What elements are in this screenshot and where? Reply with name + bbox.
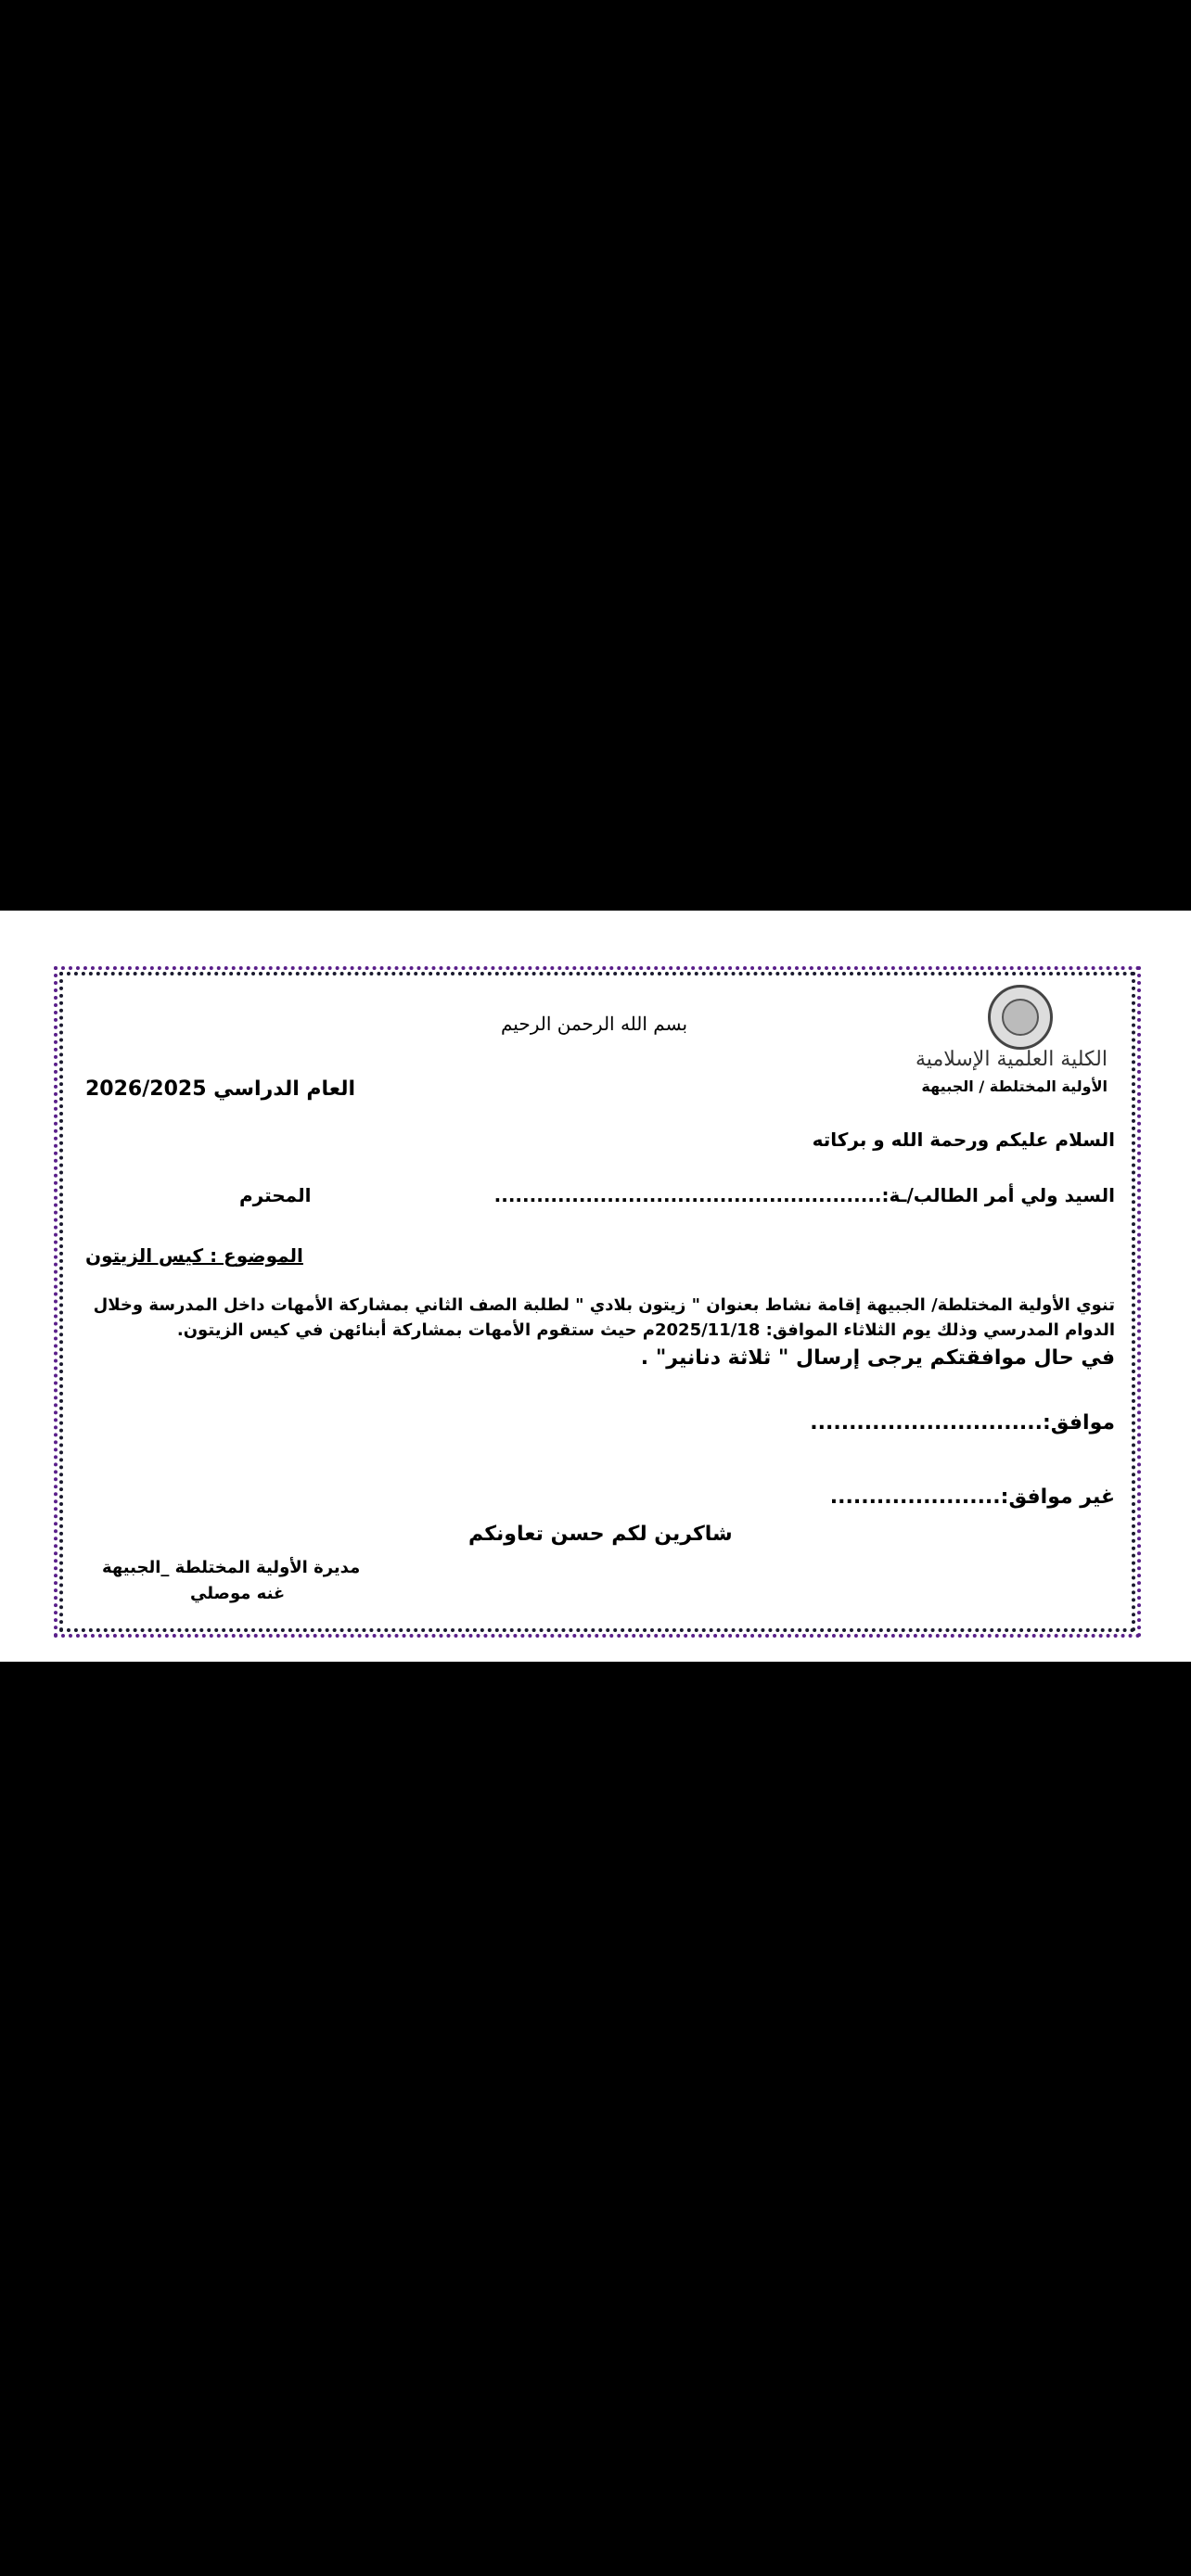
school-logo-icon <box>988 985 1053 1050</box>
disagree-line: غير موافق:...................... <box>829 1486 1115 1509</box>
signature-name: غنه موصلي <box>190 1584 286 1603</box>
body-line-3: في حال موافقتكم يرجى إرسال " ثلاثة دنانير" . <box>640 1346 1115 1370</box>
body-line-1: تنوي الأولية المختلطة/ الجبيهة إقامة نشاط بعنوان " زيتون بلادي " لطلبة الصف الثاني بمشاركة الأمهات داخل المدرسة وخلال <box>93 1295 1115 1315</box>
academic-year: العام الدراسي 2026/2025 <box>85 1078 356 1101</box>
basmala: بسم الله الرحمن الرحيم <box>501 1013 688 1035</box>
subject-line: الموضوع : كيس الزيتون <box>85 1244 303 1267</box>
letter-sheet <box>0 911 1191 1662</box>
school-name: الكلية العلمية الإسلامية <box>916 1048 1108 1071</box>
body-line-2: الدوام المدرسي وذلك يوم الثلاثاء الموافق: 2025/11/18م حيث ستقوم الأمهات بمشاركة أبنائهن في كيس الزيتون. <box>176 1320 1115 1340</box>
school-branch: الأولية المختلطة / الجبيهة <box>921 1078 1108 1095</box>
honorific: المحترم <box>239 1184 312 1206</box>
signature-title: مديرة الأولية المختلطة _الجبيهة <box>102 1558 361 1577</box>
thanks-line: شاكرين لكم حسن تعاونكم <box>468 1523 733 1546</box>
agree-line: موافق:.............................. <box>810 1411 1115 1435</box>
greeting: السلام عليكم ورحمة الله و بركاته <box>812 1129 1115 1151</box>
addressee-line: السيد ولي أمر الطالب/ـة:....................................................... <box>493 1184 1115 1206</box>
